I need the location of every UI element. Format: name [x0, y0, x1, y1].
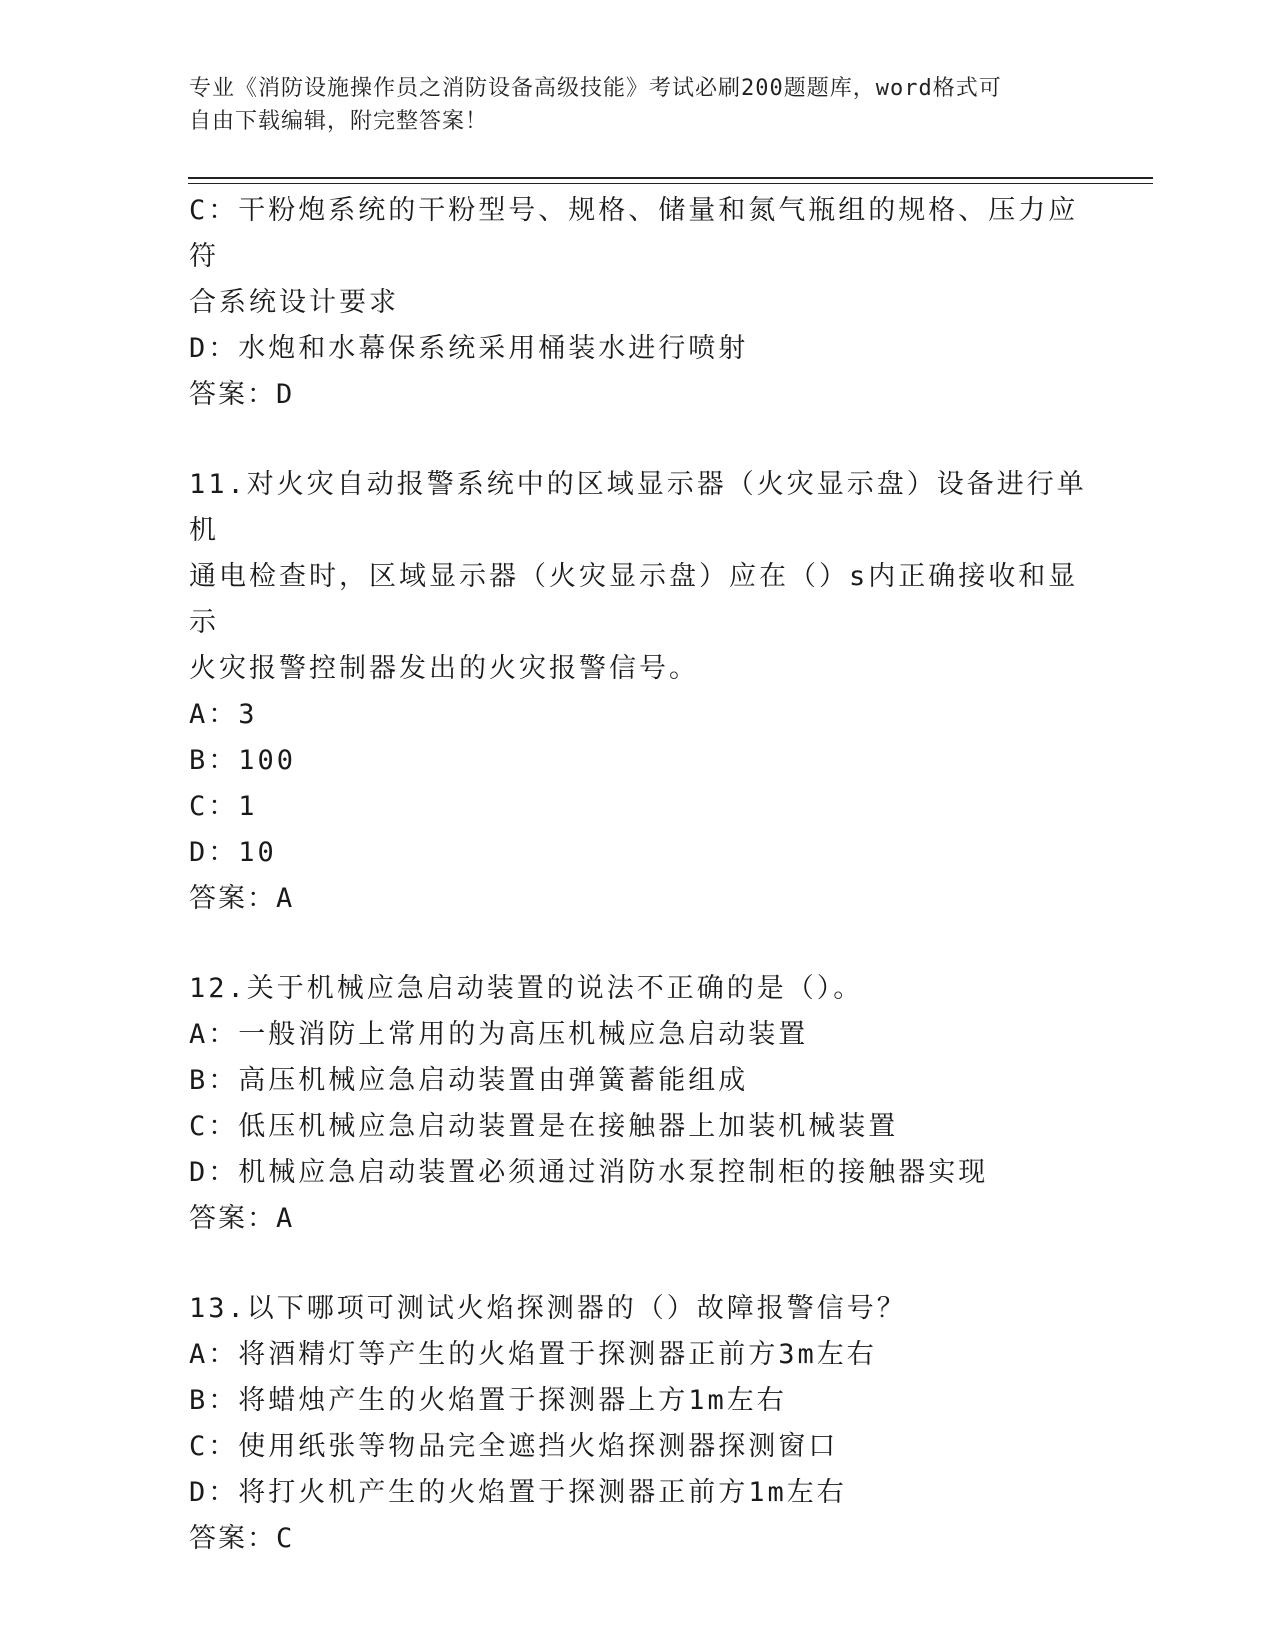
option-letter: C：	[189, 791, 239, 822]
option-b	[189, 1058, 1089, 1104]
question-block-12	[189, 966, 1089, 1242]
answer-label: 答案：	[189, 379, 276, 410]
question-stem-line: 13.以下哪项可测试火焰探测器的（）故障报警信号？	[189, 1293, 907, 1324]
option-a	[189, 692, 1089, 738]
answer-line	[189, 372, 1089, 418]
option-letter: C：	[189, 195, 239, 226]
question-stem-line: 12.关于机械应急启动装置的说法不正确的是（）。	[189, 973, 864, 1004]
answer-label: 答案：	[189, 1523, 276, 1554]
header-line-2: 自由下载编辑，附完整答案！	[189, 109, 489, 134]
option-letter: A：	[189, 1339, 239, 1370]
answer-value: C	[276, 1523, 294, 1554]
question-stem-line: 火灾报警控制器发出的火灾报警信号。	[189, 653, 699, 684]
option-text: 100	[238, 745, 297, 776]
answer-value: A	[276, 883, 294, 914]
question-stem-line: 11.对火灾自动报警系统中的区域显示器（火灾显示盘）设备进行单机	[189, 469, 1087, 546]
option-text: 将酒精灯等产生的火焰置于探测器正前方3m左右	[238, 1339, 877, 1370]
header-divider-thin	[188, 183, 1153, 184]
option-text: 将蜡烛产生的火焰置于探测器上方1m左右	[238, 1385, 787, 1416]
answer-value: D	[276, 379, 294, 410]
option-letter: D：	[189, 333, 239, 364]
answer-line	[189, 1196, 1089, 1242]
option-letter: D：	[189, 837, 239, 868]
header-line-1: 专业《消防设施操作员之消防设备高级技能》考试必刷200题题库，word格式可	[189, 76, 1002, 101]
option-c-continuation: 合系统设计要求	[189, 287, 399, 318]
question-block-10	[189, 188, 1089, 418]
option-c	[189, 784, 1089, 830]
answer-line	[189, 876, 1089, 922]
header-divider-thick	[188, 177, 1153, 179]
option-d	[189, 1150, 1089, 1196]
option-a	[189, 1012, 1089, 1058]
answer-line	[189, 1516, 1089, 1562]
option-letter: D：	[189, 1477, 239, 1508]
option-text: 低压机械应急启动装置是在接触器上加装机械装置	[238, 1111, 899, 1142]
question-list	[189, 188, 1089, 1562]
question-block-11	[189, 462, 1089, 922]
option-c	[189, 188, 1089, 280]
document-header	[189, 72, 1089, 138]
option-text: 使用纸张等物品完全遮挡火焰探测器探测窗口	[238, 1431, 839, 1462]
answer-label: 答案：	[189, 883, 276, 914]
question-stem-line: 通电检查时，区域显示器（火灾显示盘）应在（）s内正确接收和显示	[189, 561, 1079, 638]
option-a	[189, 1332, 1089, 1378]
option-letter: D：	[189, 1157, 239, 1188]
option-text: 水炮和水幕保系统采用桶装水进行喷射	[238, 333, 749, 364]
option-d	[189, 326, 1089, 372]
option-b	[189, 738, 1089, 784]
option-letter: A：	[189, 1019, 239, 1050]
option-text: 将打火机产生的火焰置于探测器正前方1m左右	[238, 1477, 847, 1508]
option-text: 高压机械应急启动装置由弹簧蓄能组成	[238, 1065, 749, 1096]
option-text: 1	[238, 791, 258, 822]
option-d	[189, 1470, 1089, 1516]
option-d	[189, 830, 1089, 876]
answer-label: 答案：	[189, 1203, 276, 1234]
option-text: 一般消防上常用的为高压机械应急启动装置	[238, 1019, 809, 1050]
option-text: 3	[238, 699, 258, 730]
answer-value: A	[276, 1203, 294, 1234]
option-letter: B：	[189, 745, 239, 776]
option-b	[189, 1378, 1089, 1424]
option-letter: B：	[189, 1065, 239, 1096]
option-c	[189, 1104, 1089, 1150]
option-letter: B：	[189, 1385, 239, 1416]
option-letter: C：	[189, 1431, 239, 1462]
question-block-13	[189, 1286, 1089, 1562]
option-text: 机械应急启动装置必须通过消防水泵控制柜的接触器实现	[238, 1157, 989, 1188]
option-letter: A：	[189, 699, 239, 730]
option-text: 10	[238, 837, 277, 868]
option-text: 干粉炮系统的干粉型号、规格、储量和氮气瓶组的规格、压力应符	[189, 195, 1079, 272]
option-c	[189, 1424, 1089, 1470]
option-letter: C：	[189, 1111, 239, 1142]
